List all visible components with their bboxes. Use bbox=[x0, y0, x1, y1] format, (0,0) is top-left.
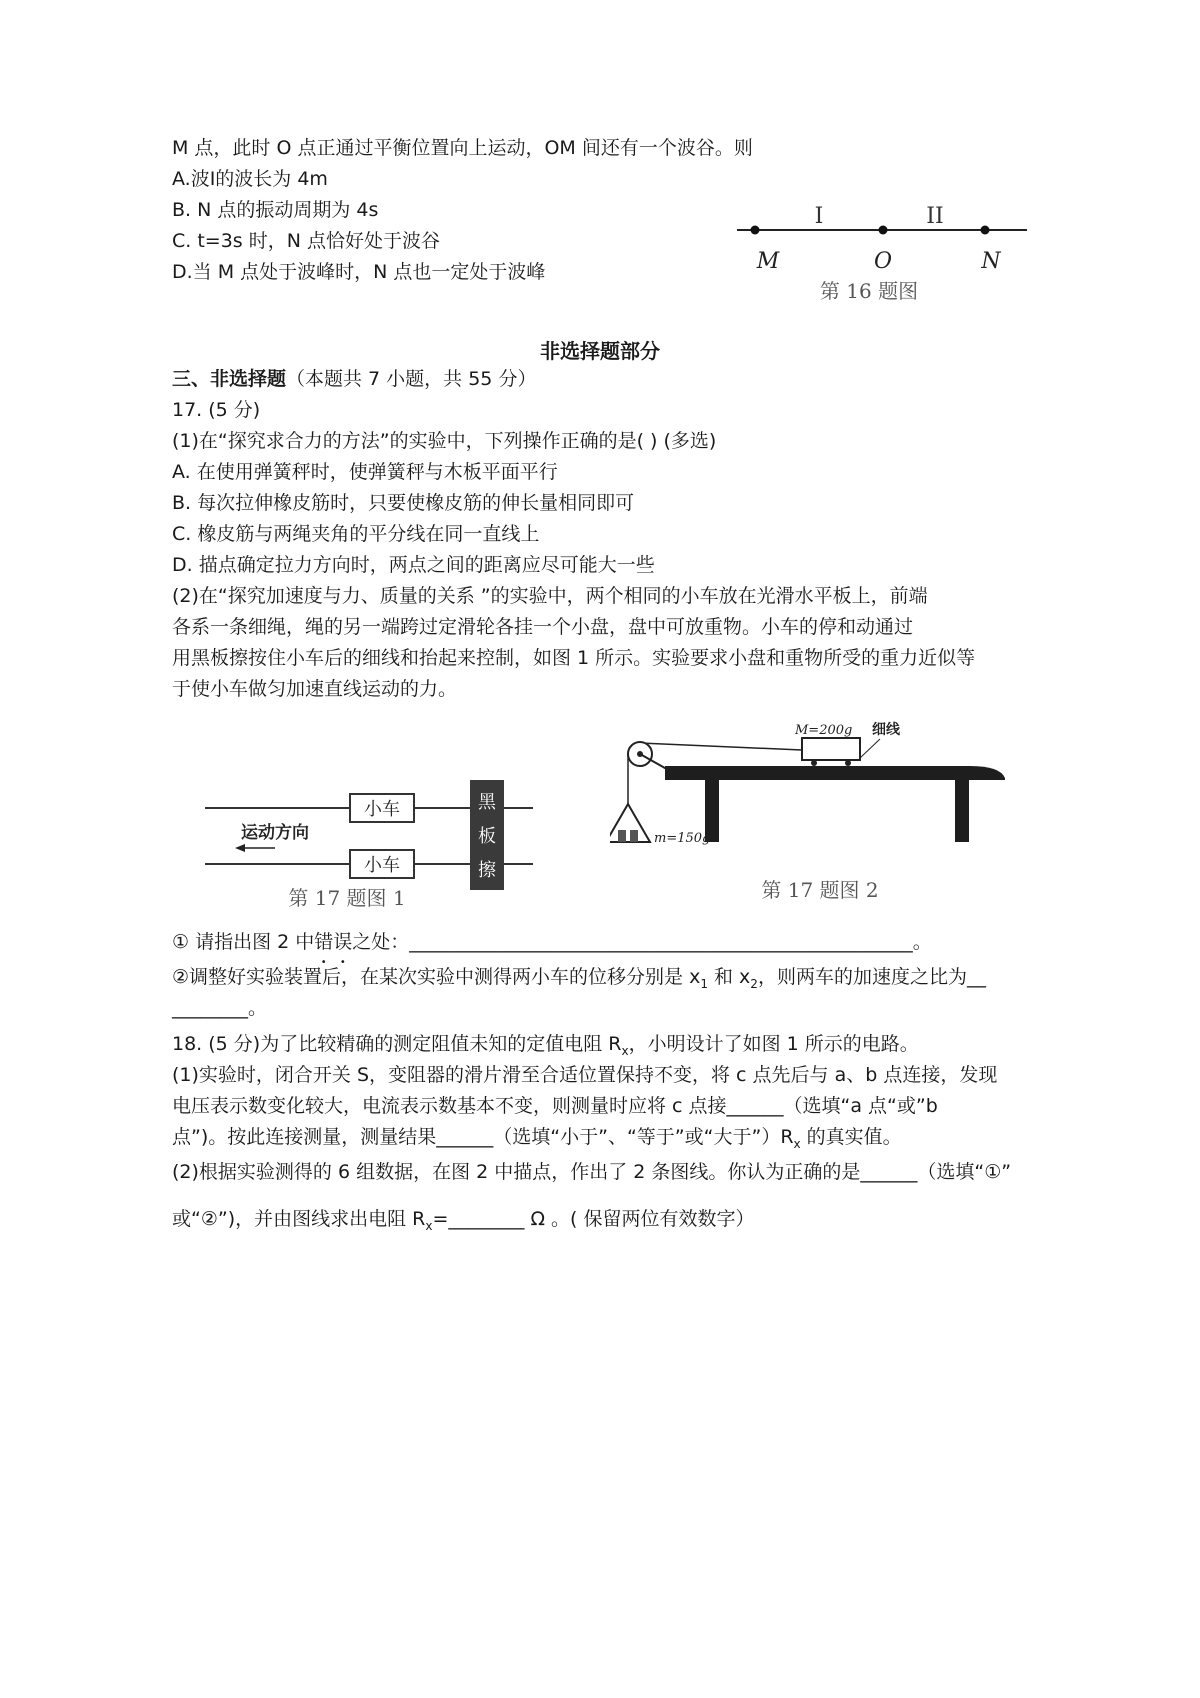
q18-line-1-text-a: 18. (5 分)为了比较精确的测定阻值未知的定值电阻 R bbox=[172, 1033, 622, 1055]
subscript-1: 1 bbox=[700, 976, 708, 991]
point-o-label: O bbox=[873, 249, 893, 274]
emphasis-char-1: 错 bbox=[314, 931, 334, 953]
q17-sub1 bbox=[172, 928, 932, 956]
section-note: （本题共 7 小题，共 55 分） bbox=[286, 368, 537, 390]
subscript-x: x bbox=[425, 1218, 433, 1233]
eraser-char-1: 黑 bbox=[478, 792, 496, 813]
q16-stem-tail: M 点，此时 O 点正通过平衡位置向上运动，OM 间还有一个波谷。则 bbox=[172, 137, 753, 159]
car-string bbox=[640, 743, 802, 750]
q17-sub2-line2: ________。 bbox=[172, 997, 268, 1019]
weight-1 bbox=[618, 830, 626, 842]
eraser-char-2: 板 bbox=[478, 826, 496, 847]
q18-line-4-text-b: 的真实值。 bbox=[800, 1126, 902, 1148]
q16-option-a: A.波Ⅰ的波长为 4m bbox=[172, 168, 328, 190]
q17-part2-line-1: (2)在“探究加速度与力、质量的关系 ”的实验中，两个相同的小车放在光滑水平板上，前端 bbox=[172, 585, 928, 607]
section-title: 三、非选择题 bbox=[172, 368, 287, 390]
direction-arrow-head bbox=[235, 844, 245, 852]
point-m-label: M bbox=[756, 249, 780, 274]
q18-line-6-text-a: 或“②”)，并由图线求出电阻 R bbox=[172, 1208, 426, 1230]
weight-2 bbox=[630, 830, 638, 842]
table-leg-right bbox=[955, 780, 969, 842]
figure-16 bbox=[735, 196, 1035, 306]
point-n-label: N bbox=[981, 249, 1001, 274]
q16-option-b: B. N 点的振动周期为 4s bbox=[172, 199, 379, 221]
q17-sub1-blank: 之处：_____________________________________________________。 bbox=[352, 931, 932, 953]
q18-line-4 bbox=[172, 1123, 902, 1158]
q17-option-a: A. 在使用弹簧秤时，使弹簧秤与木板平面平行 bbox=[172, 461, 558, 483]
figure-17-1-caption: 第 17 题图 1 bbox=[288, 886, 406, 910]
q17-part2-line-3: 用黑板擦按住小车后的细线和抬起来控制，如图 1 所示。实验要求小盘和重物所受的重力近似等 bbox=[172, 647, 976, 669]
point-n-dot bbox=[981, 226, 990, 235]
q17-sub2-text-b: 和 x bbox=[707, 966, 751, 988]
q17-sub1-prefix: ① 请指出图 2 中 bbox=[172, 931, 315, 953]
car-bottom-label: 小车 bbox=[364, 855, 400, 876]
q18-line-3: 电压表示数变化较大，电流表示数基本不变，则测量时应将 c 点接______（选填“a 点“或”b bbox=[172, 1095, 938, 1117]
figure-17-2-caption: 第 17 题图 2 bbox=[761, 878, 879, 902]
car-mass-label: M=200g bbox=[795, 723, 853, 738]
q18-line-6-text-b: =________ Ω 。( 保留两位有效数字） bbox=[432, 1208, 755, 1230]
direction-label: 运动方向 bbox=[241, 823, 309, 843]
eraser-char-3: 擦 bbox=[478, 860, 496, 881]
q17-part2-line-2: 各系一条细绳，绳的另一端跨过定滑轮各挂一个小盘，盘中可放重物。小车的停和动通过 bbox=[172, 616, 914, 638]
figure-17-1 bbox=[205, 780, 550, 910]
q18-line-2: (1)实验时，闭合开关 S，变阻器的滑片滑至合适位置保持不变，将 c 点先后与 a、b 点连接，发现 bbox=[172, 1064, 998, 1086]
table-top bbox=[665, 766, 1005, 780]
q18-line-1 bbox=[172, 1030, 919, 1065]
figure-16-caption: 第 16 题图 bbox=[819, 279, 919, 303]
subscript-x: x bbox=[621, 1043, 629, 1058]
q17-option-c: C. 橡皮筋与两绳夹角的平分线在同一直线上 bbox=[172, 523, 540, 545]
figure-17-2 bbox=[610, 720, 1040, 910]
q17-option-d: D. 描点确定拉力方向时，两点之间的距离应尽可能大一些 bbox=[172, 554, 655, 576]
q17-sub2-text-a: ②调整好实验装置后，在某次实验中测得两小车的位移分别是 x bbox=[172, 966, 701, 988]
point-o-dot bbox=[879, 226, 888, 235]
region-label-i: I bbox=[814, 204, 824, 229]
q16-option-d: D.当 M 点处于波峰时，N 点也一定处于波峰 bbox=[172, 261, 546, 283]
subscript-x: x bbox=[793, 1136, 801, 1151]
q17-part1-stem: (1)在“探究求合力的方法”的实验中，下列操作正确的是( ) (多选) bbox=[172, 430, 717, 452]
point-m-dot bbox=[751, 226, 760, 235]
q18-line-6 bbox=[172, 1205, 754, 1240]
part-title: 非选择题部分 bbox=[540, 339, 660, 363]
q17-sub2 bbox=[172, 963, 986, 998]
emphasis-char-2: 误 bbox=[333, 931, 353, 953]
car-wheel-left bbox=[811, 760, 817, 766]
q17-header: 17. (5 分) bbox=[172, 399, 261, 421]
section-heading bbox=[172, 365, 536, 393]
q17-part2-line-4: 于使小车做匀加速直线运动的力。 bbox=[172, 678, 458, 700]
q18-line-5: (2)根据实验测得的 6 组数据，在图 2 中描点，作出了 2 条图线。你认为正确的是______（选填“①” bbox=[172, 1161, 1012, 1183]
region-label-ii: II bbox=[926, 204, 944, 229]
q17-sub2-text-c: ，则两车的加速度之比为__ bbox=[757, 966, 986, 988]
car-body bbox=[802, 738, 860, 760]
q16-option-c: C. t=3s 时，N 点恰好处于波谷 bbox=[172, 230, 440, 252]
string-leader bbox=[860, 739, 880, 758]
subscript-2: 2 bbox=[750, 976, 758, 991]
pan-mass-label: m=150g bbox=[654, 831, 711, 846]
car-top-label: 小车 bbox=[364, 799, 400, 820]
car-wheel-right bbox=[845, 760, 851, 766]
q17-option-b: B. 每次拉伸橡皮筋时，只要使橡皮筋的伸长量相同即可 bbox=[172, 492, 635, 514]
q18-line-4-text-a: 点”)。按此连接测量，测量结果______（选填“小于”、“等于”或“大于”）R bbox=[172, 1126, 794, 1148]
q18-line-1-text-b: ，小明设计了如图 1 所示的电路。 bbox=[628, 1033, 919, 1055]
string-label: 细线 bbox=[872, 722, 900, 738]
